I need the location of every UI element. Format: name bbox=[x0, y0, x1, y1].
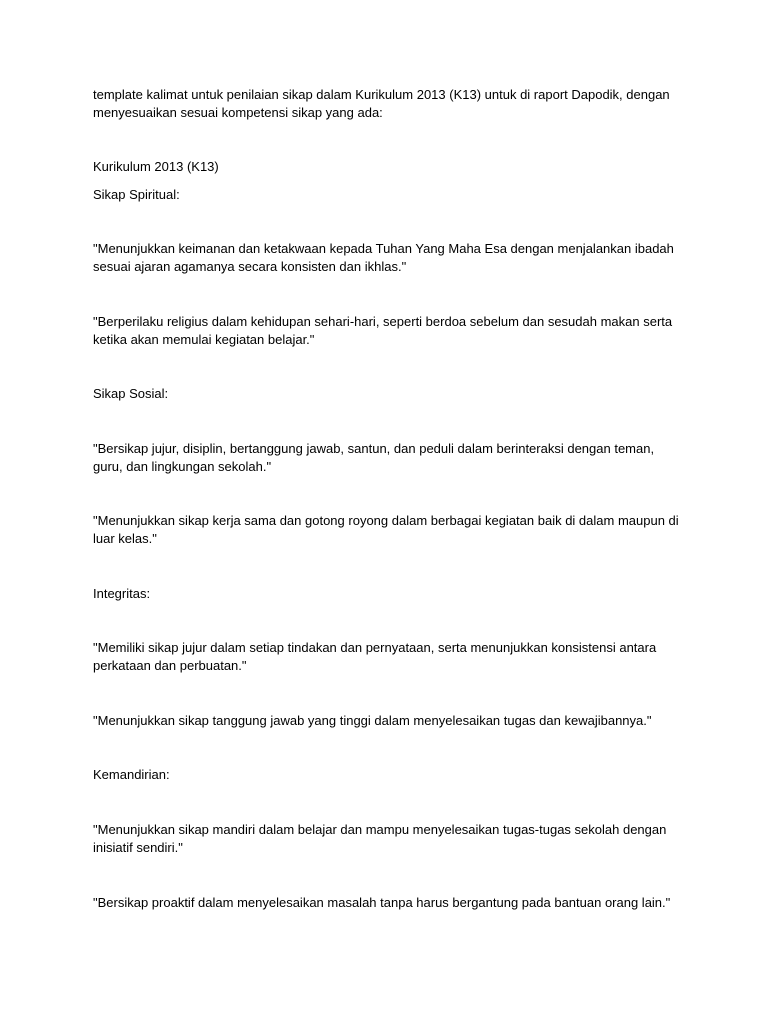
integritas-item-1: "Memiliki sikap jujur dalam setiap tindakan dan pernyataan, serta menunjukkan konsistensi antara perkataan dan perbuatan." bbox=[93, 640, 657, 673]
spiritual-item-2: "Berperilaku religius dalam kehidupan sehari-hari, seperti berdoa sebelum dan sesudah makan serta ketika akan memulai kegiatan belajar." bbox=[93, 314, 673, 347]
kemandirian-item-1: "Menunjukkan sikap mandiri dalam belajar dan mampu menyelesaikan tugas-tugas sekolah dengan inisiatif sendiri." bbox=[93, 822, 667, 855]
kemandirian-item-2: "Bersikap proaktif dalam menyelesaikan masalah tanpa harus bergantung pada bantuan orang lain." bbox=[93, 895, 671, 910]
section-heading-integritas: Integritas: bbox=[93, 586, 151, 601]
curriculum-title: Kurikulum 2013 (K13) bbox=[93, 159, 219, 174]
section-heading-sosial: Sikap Sosial: bbox=[93, 386, 169, 401]
section-heading-kemandirian: Kemandirian: bbox=[93, 767, 170, 782]
integritas-item-2: "Menunjukkan sikap tanggung jawab yang tinggi dalam menyelesaikan tugas dan kewajibannya." bbox=[93, 713, 652, 728]
sosial-item-1: "Bersikap jujur, disiplin, bertanggung jawab, santun, dan peduli dalam berinteraksi dengan teman, guru, dan lingkungan sekolah." bbox=[93, 441, 655, 474]
intro-paragraph: template kalimat untuk penilaian sikap dalam Kurikulum 2013 (K13) untuk di raport Dapodik, dengan menyesuaikan sesuai kompetensi sikap yang ada: bbox=[93, 87, 670, 120]
sosial-item-2: "Menunjukkan sikap kerja sama dan gotong royong dalam berbagai kegiatan baik di dalam maupun di luar kelas." bbox=[93, 513, 679, 546]
section-heading-spiritual: Sikap Spiritual: bbox=[93, 187, 180, 202]
spiritual-item-1: "Menunjukkan keimanan dan ketakwaan kepada Tuhan Yang Maha Esa dengan menjalankan ibadah sesuai ajaran agamanya secara konsisten dan ikhlas." bbox=[93, 241, 674, 274]
